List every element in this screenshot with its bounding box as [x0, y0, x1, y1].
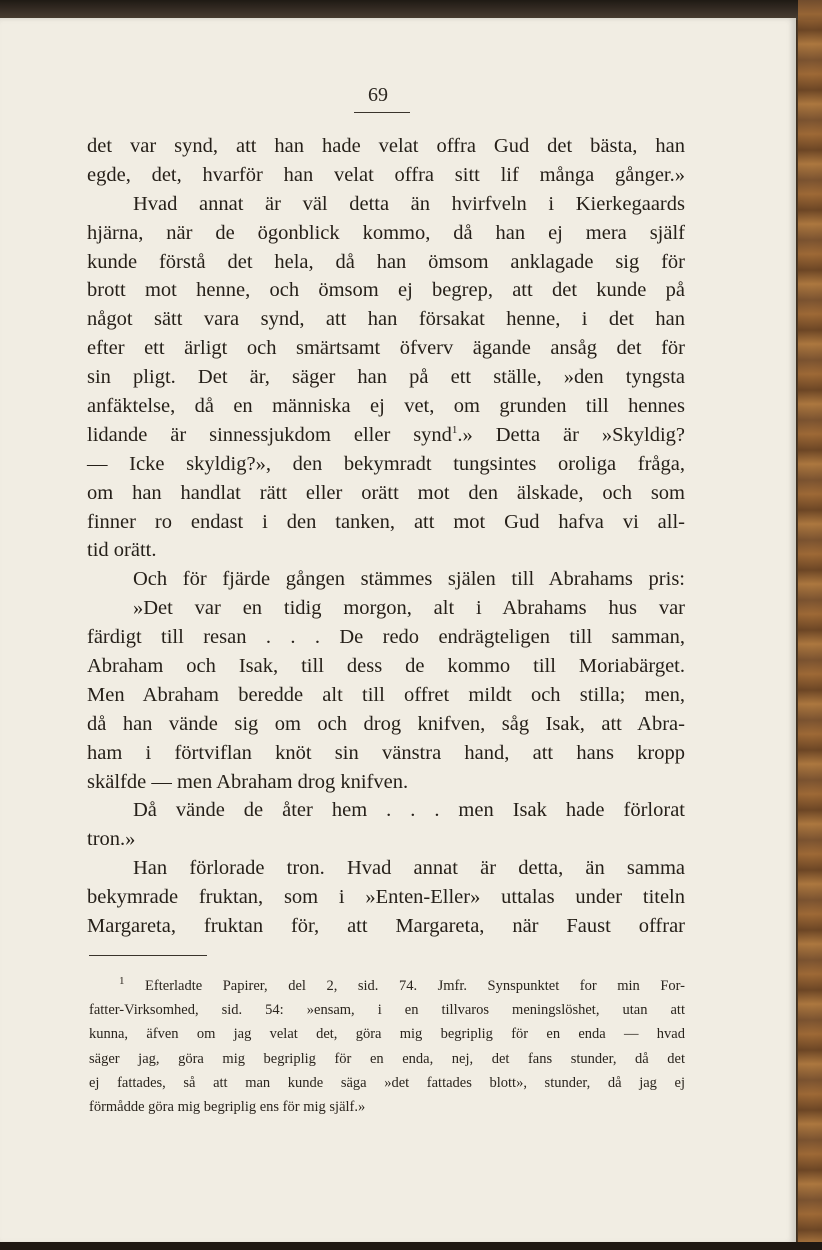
text-line: anfäktelse, då en människa ej vet, om grunden till hennes — [87, 395, 685, 418]
text-line: kunde förstå det hela, då han ömsom anklagade sig för — [87, 250, 685, 273]
text-line: Abraham och Isak, till dess de kommo till Moriabärget. — [87, 655, 685, 678]
footnote-line — [89, 974, 685, 998]
footnote-line: säger jag, göra mig begriplig för en enda, nej, det fans stunder, då det — [89, 1050, 685, 1067]
text-line-with-footnote-ref — [87, 421, 685, 450]
footnote-reference: 1 — [451, 424, 458, 437]
text-line: »Det var en tidig morgon, alt i Abrahams hus var — [133, 597, 685, 620]
footnote-line: kunna, äfven om jag velat det, göra mig begriplig för en enda — hvad — [89, 1026, 685, 1043]
text-line: Hvad annat är väl detta än hvirfveln i Kierkegaards — [133, 192, 685, 215]
text-line: hjärna, när de ögonblick kommo, då han ej mera själf — [87, 221, 685, 244]
text-line: Och för fjärde gången stämmes själen till Abrahams pris: — [133, 568, 685, 591]
text-line: egde, det, hvarför han velat offra sitt lif många gånger.» — [87, 163, 685, 186]
text-line: finner ro endast i den tanken, att mot Gud hafva vi all- — [87, 510, 685, 533]
footnote-separator — [89, 955, 207, 956]
text-line: Då vände de åter hem . . . men Isak hade förlorat — [133, 799, 685, 822]
footnote-line: förmådde göra mig begriplig ens för mig själf.» — [89, 1098, 366, 1115]
text-line: efter ett ärligt och smärtsamt öfverv ägande ansåg det för — [87, 337, 685, 360]
text-line: tid orätt. — [87, 539, 157, 562]
text-line: Han förlorade tron. Hvad annat är detta, än samma — [133, 857, 685, 880]
text-line: tron.» — [87, 828, 136, 851]
page-number-rule — [354, 112, 410, 113]
book-edge — [798, 0, 822, 1250]
text-line: färdigt till resan . . . De redo endrägteligen till samman, — [87, 626, 685, 649]
text-line: brott mot henne, och ömsom ej begrep, att det kunde på — [87, 279, 685, 302]
text-segment: .» Detta är »Skyldig? — [457, 423, 685, 446]
body-text — [87, 132, 685, 941]
footnote — [89, 974, 685, 1119]
text-line: det var synd, att han hade velat offra Gud det bästa, han — [87, 135, 685, 157]
text-line: då han vände sig om och drog knifven, såg Isak, att Abra- — [87, 712, 685, 735]
text-line: — Icke skyldig?», den bekymradt tungsintes oroliga fråga, — [87, 452, 685, 475]
page-number: 69 — [368, 84, 388, 106]
text-segment: lidande är sinnessjukdom eller synd — [87, 423, 452, 446]
text-line: något sätt vara synd, att han försakat henne, i det han — [87, 308, 685, 331]
footnote-line: ej fattades, så att man kunde säga »det fattades blott», stunder, då jag ej — [89, 1074, 685, 1091]
text-line: skälfde — men Abraham drog knifven. — [87, 770, 409, 793]
scan-bottom-edge — [0, 1242, 822, 1250]
text-line: Men Abraham beredde alt till offret mildt och stilla; men, — [87, 683, 685, 706]
text-line: om han handlat rätt eller orätt mot den älskade, och som — [87, 481, 685, 504]
scan-top-edge — [0, 0, 822, 20]
footnote-line: fatter-Virksomhed, sid. 54: »ensam, i en tillvaros meningslöshet, utan att — [89, 1002, 685, 1019]
text-line: sin pligt. Det är, säger han på ett ställe, »den tyngsta — [87, 366, 685, 389]
text-line: bekymrade fruktan, som i »Enten-Eller» uttalas under titeln — [87, 886, 685, 909]
footnote-text: Efterladte Papirer, del 2, sid. 74. Jmfr. Synspunktet for min For- — [145, 978, 685, 994]
text-line: Margareta, fruktan för, att Margareta, när Faust offrar — [87, 915, 685, 938]
text-line: ham i förtviflan knöt sin vänstra hand, att hans kropp — [87, 741, 685, 764]
footnote-marker: 1 — [119, 975, 125, 988]
